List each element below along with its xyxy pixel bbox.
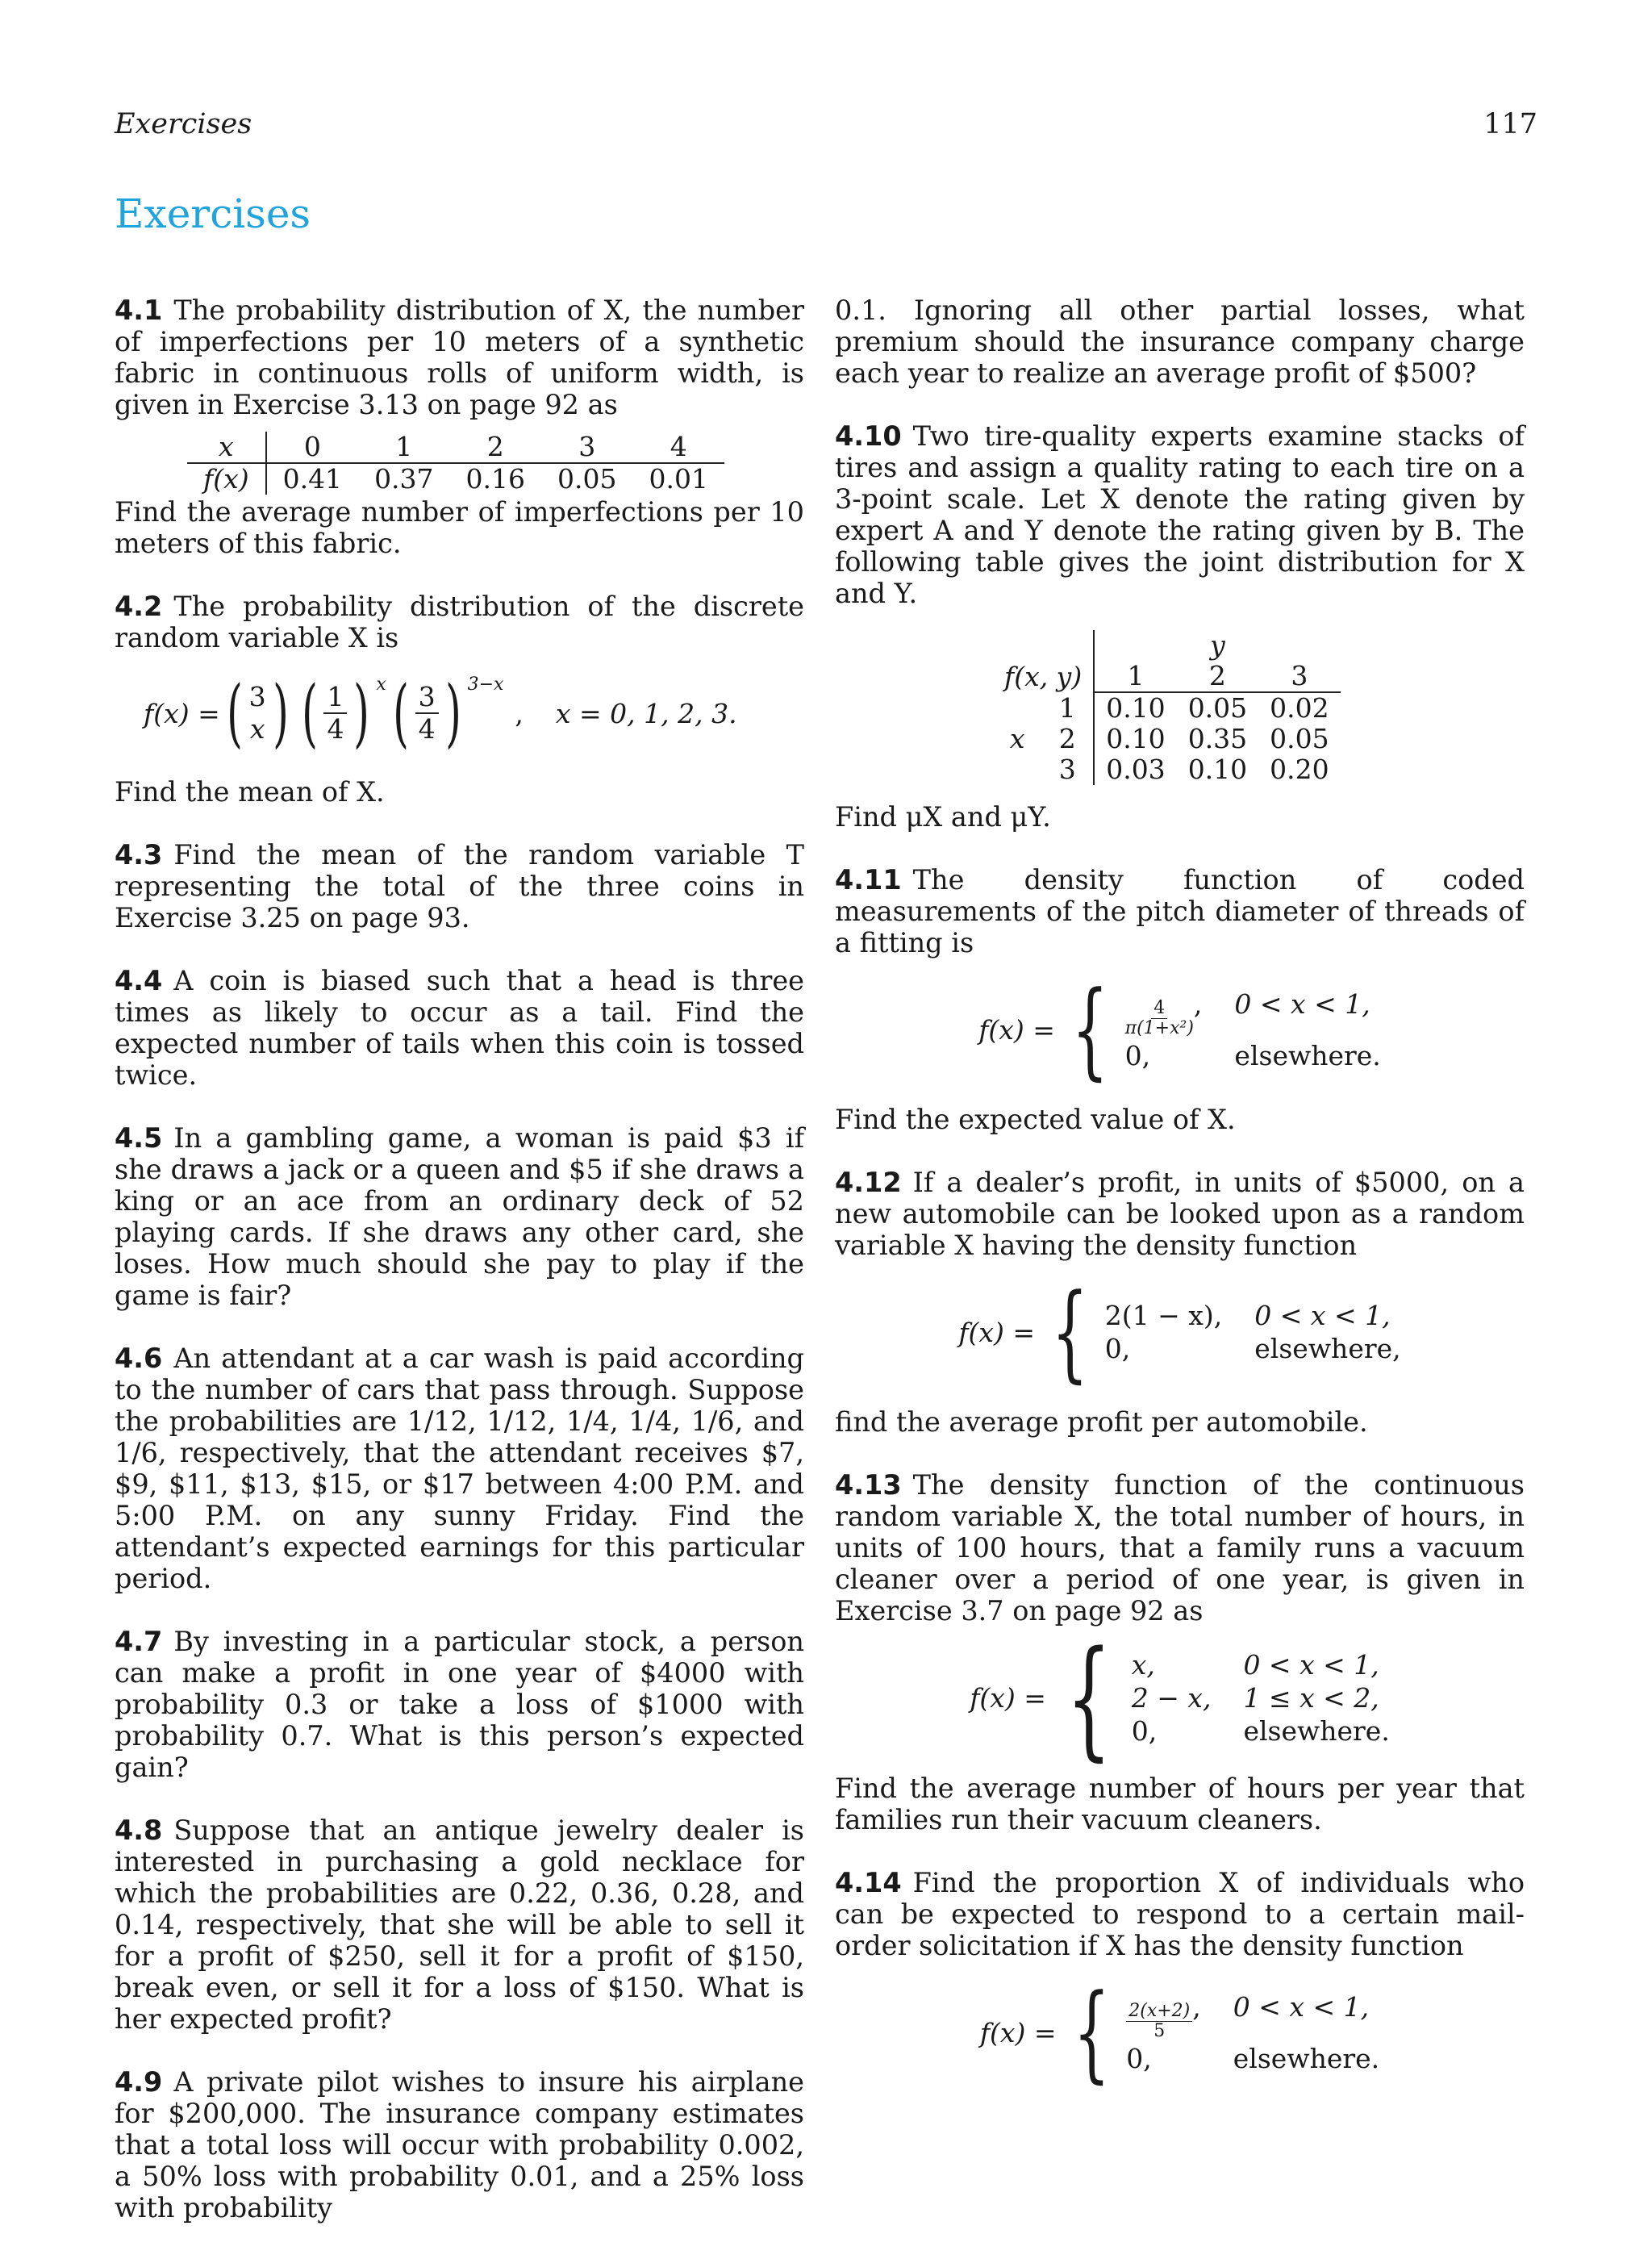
exercise-number: 4.1 xyxy=(115,294,163,326)
exercise-4-12 xyxy=(835,1167,1525,1438)
exercise-4-13 xyxy=(835,1469,1525,1835)
table-cell: 0.02 xyxy=(1270,692,1329,724)
running-head xyxy=(115,108,1537,148)
case-condition: 0 < x < 1, xyxy=(1234,988,1370,1020)
exercise-4-9 xyxy=(115,2066,804,2224)
table-cell: 0.37 xyxy=(374,463,434,495)
exercise-4-6 xyxy=(115,1343,804,1594)
table-cell: 4 xyxy=(633,432,724,463)
exercise-4-10 xyxy=(835,420,1525,833)
exercise-number: 4.2 xyxy=(115,591,163,622)
case-condition: elsewhere, xyxy=(1254,1333,1401,1364)
exercise-4-2 xyxy=(115,591,804,808)
table-row-label: f(x) xyxy=(187,463,266,495)
case-value: x, xyxy=(1131,1649,1155,1681)
table-cell: 1 xyxy=(358,432,449,463)
exponent: x xyxy=(376,674,386,695)
table-cell: 1 xyxy=(1041,692,1094,724)
frac-num: 1 xyxy=(323,682,347,714)
exponent: 3−x xyxy=(467,674,504,695)
table-cell: 2 xyxy=(450,432,541,463)
table-cell: 0.05 xyxy=(1187,692,1248,724)
exercise-followup: Find the mean of X. xyxy=(115,776,385,808)
distribution-table xyxy=(187,432,724,495)
density-formula: f(x) = { $\frac{2(x+2)}{5}$ , 0 < x < 1, 0, elsewhere. xyxy=(979,1971,1380,2094)
table-cell: 1 xyxy=(1094,661,1176,692)
case-condition: 0 < x < 1, xyxy=(1243,1649,1379,1681)
section-title: Exercises xyxy=(115,190,311,237)
exercise-followup: Find the average number of hours per year that families run their vacuum cleaners. xyxy=(835,1773,1525,1835)
left-column xyxy=(115,294,804,2255)
case-value: 0, xyxy=(1131,1715,1158,1747)
binomial-coefficient: ( 3 x ) xyxy=(226,670,289,756)
exercise-text: The probability distribution of X, the number of imperfections per 10 meters of a synthetic fabric in continuous rolls of uniform width, is given in Exercise 3.13 on page 92 as xyxy=(115,294,804,420)
case-condition: 1 ≤ x < 2, xyxy=(1243,1682,1379,1714)
case-value: 2 − x, xyxy=(1131,1682,1212,1714)
exercise-4-1 xyxy=(115,294,804,559)
exercise-text: The density function of the continuous random variable X, the total number of hours, in units of 100 hours, that a family runs a vacuum cleaner over a period of one year, is given in Exercise 3.7 on page 92 as xyxy=(835,1469,1525,1627)
exercise-number: 4.12 xyxy=(835,1167,902,1198)
table-cell: 2 xyxy=(1041,724,1094,754)
table-cell: 0.01 xyxy=(649,463,708,495)
table-cell: 0.35 xyxy=(1187,723,1248,754)
exercise-4-3 xyxy=(115,839,804,933)
formula-lhs: f(x) = xyxy=(978,1013,1055,1046)
exercise-number: 4.7 xyxy=(115,1626,163,1657)
table-cell: 0.10 xyxy=(1106,723,1166,754)
exercise-text: Find the mean of the random variable T representing the total of the three coins in Exercise 3.25 on page 93. xyxy=(115,839,804,933)
table-cell: 0.05 xyxy=(1270,723,1329,754)
exercise-number: 4.9 xyxy=(115,2066,163,2098)
table-cell: 0.20 xyxy=(1270,754,1329,785)
density-formula: f(x) = { x, 0 < x < 1, 2 − x, 1 ≤ x < 2, 0, elsewhere. xyxy=(970,1622,1390,1773)
exercise-4-11 xyxy=(835,864,1525,1135)
exercise-text: In a gambling game, a woman is paid $3 if she draws a jack or a queen and $5 if she draws a king or an ace from an ordinary deck of 52 playing cards. If she draws any other card, she loses. How much should she pay to play if the game is fair? xyxy=(115,1122,804,1311)
table-row-label: x xyxy=(187,432,266,463)
exercise-text: If a dealer’s profit, in units of $5000, on a new automobile can be looked upon as a random variable X having the density function xyxy=(835,1167,1525,1261)
table-corner-label: f(x, y) xyxy=(993,661,1094,692)
right-column xyxy=(835,294,1525,2112)
exercise-text: A coin is biased such that a head is three times as likely to occur as a tail. Find the expected number of tails when this coin is tossed twice. xyxy=(115,965,804,1091)
table-cell: 0.03 xyxy=(1106,754,1166,785)
joint-distribution-table xyxy=(993,630,1341,785)
density-formula: f(x) = { $\frac{4}{\text{π(1+x²)}}$ , 0 < x < 1, 0, elsewhere. xyxy=(978,968,1381,1091)
exercise-text: Suppose that an antique jewelry dealer is interested in purchasing a gold necklace for which the probabilities are 0.22, 0.36, 0.28, and 0.14, respectively, that she will be able to sell it for a profit of $250, sell it for a profit of $150, break even, or sell it for a loss of $150. What is her expected profit? xyxy=(115,1814,804,2035)
case-condition: elsewhere. xyxy=(1233,2042,1380,2074)
table-cell: 0.10 xyxy=(1106,692,1166,724)
running-title: Exercises xyxy=(115,108,252,140)
exercise-text: A private pilot wishes to insure his airplane for $200,000. The insurance company estimates that a total loss will occur with probability 0.002, a 50% loss with probability 0.01, and a 25% loss with probability xyxy=(115,2066,804,2224)
case-condition: elsewhere. xyxy=(1234,1039,1381,1071)
exercise-number: 4.10 xyxy=(835,420,902,452)
case-value: 0, xyxy=(1126,2042,1152,2074)
frac-num: 2(x+2) xyxy=(1126,2002,1192,2022)
case-value: 2(1 − x), xyxy=(1104,1300,1223,1331)
frac-num: 3 xyxy=(415,682,439,714)
exercise-followup: Find μX and μY. xyxy=(835,801,1051,833)
piecewise-cases xyxy=(1105,1300,1401,1364)
table-cell: 0.10 xyxy=(1187,754,1248,785)
piecewise-cases: $\frac{4}{\text{π(1+x²)}}$ , 0 < x < 1, 0, elsewhere. xyxy=(1124,988,1381,1071)
exercise-text: Find the proportion X of individuals who can be expected to respond to a certain mail-order solicitation if X has the density function xyxy=(835,1867,1525,1961)
exercise-number: 4.6 xyxy=(115,1343,163,1374)
exercise-followup: find the average profit per automobile. xyxy=(835,1406,1368,1438)
exercise-text: Two tire-quality experts examine stacks of tires and assign a quality rating to each tire on a 3-point scale. Let X denote the rating given by expert A and Y denote the rating given by B. The following table gives the joint distribution for X and Y. xyxy=(835,420,1525,609)
x-axis-label: x xyxy=(1009,723,1025,754)
exercise-text: By investing in a particular stock, a person can make a profit in one year of $4000 with probability 0.3 or take a loss of $1000 with probability 0.7. What is this person’s expected gain? xyxy=(115,1626,804,1783)
exercise-number: 4.5 xyxy=(115,1122,163,1154)
exercise-number: 4.3 xyxy=(115,839,163,871)
table-cell: 2 xyxy=(1177,661,1258,692)
exercise-text: The density function of coded measurements of the pitch diameter of threads of a fitting is xyxy=(835,864,1525,958)
case-condition: 0 < x < 1, xyxy=(1233,1990,1370,2023)
page-number: 117 xyxy=(1483,108,1537,140)
case-condition: elsewhere. xyxy=(1243,1715,1390,1747)
formula-lhs: f(x) = xyxy=(958,1316,1036,1348)
frac-num: 4 xyxy=(1151,999,1167,1019)
formula-comma: , xyxy=(515,697,524,729)
table-cell: 3 xyxy=(541,432,632,463)
piecewise-cases xyxy=(1132,1649,1390,1747)
binom-top: 3 xyxy=(248,681,266,712)
frac-den: 4 xyxy=(327,713,344,745)
density-formula: f(x) = { 2(1 − x), 0 < x < 1, 0, elsewhere, xyxy=(958,1271,1401,1393)
exercise-4-9-continued: 0.1. Ignoring all other partial losses, what premium should the insurance company charge each year to realize an average profit of $500? xyxy=(835,294,1525,389)
frac-den: π(1+x²) xyxy=(1124,1017,1194,1038)
frac-den: 5 xyxy=(1153,2020,1166,2041)
exercise-4-4 xyxy=(115,965,804,1091)
case-value: 0, xyxy=(1104,1333,1131,1364)
case-value: 0, xyxy=(1124,1039,1151,1071)
exercise-number: 4.13 xyxy=(835,1469,902,1501)
exercise-number: 4.4 xyxy=(115,965,163,996)
table-cell: 0.16 xyxy=(465,463,526,495)
table-cell: 3 xyxy=(1041,754,1094,785)
exercise-4-7 xyxy=(115,1626,804,1783)
binom-bottom: x xyxy=(249,713,265,745)
pmf-formula xyxy=(144,670,804,756)
exercise-number: 4.8 xyxy=(115,1814,163,1846)
table-cell: 0.41 xyxy=(282,463,343,495)
exercise-4-14 xyxy=(835,1867,1525,2094)
formula-domain: x = 0, 1, 2, 3. xyxy=(555,697,737,729)
fraction-term-2: ( $\frac{3}{4}$ ) 3−x xyxy=(392,670,504,756)
table-cell: 3 xyxy=(1258,661,1340,692)
frac-den: 4 xyxy=(418,713,436,745)
table-cell: 0 xyxy=(266,432,358,463)
exercise-followup: Find the expected value of X. xyxy=(835,1104,1236,1135)
formula-lhs: f(x) = xyxy=(979,2016,1057,2048)
piecewise-cases: $\frac{2(x+2)}{5}$ , 0 < x < 1, 0, elsewhere. xyxy=(1126,1990,1380,2074)
formula-lhs: f(x) = xyxy=(144,697,220,729)
exercise-number: 4.14 xyxy=(835,1867,902,1898)
fraction-term-1: ( $\frac{1}{4}$ ) x xyxy=(301,670,386,756)
exercise-4-5 xyxy=(115,1122,804,1311)
table-cell: 0.05 xyxy=(557,463,617,495)
case-condition: 0 < x < 1, xyxy=(1254,1300,1391,1331)
exercise-text: The probability distribution of the discrete random variable X is xyxy=(115,591,804,654)
exercise-followup: Find the average number of imperfections per 10 meters of this fabric. xyxy=(115,496,804,559)
exercise-number: 4.11 xyxy=(835,864,902,896)
formula-lhs: f(x) = xyxy=(970,1682,1046,1714)
y-axis-label: y xyxy=(1210,629,1225,661)
exercise-text: An attendant at a car wash is paid according to the number of cars that pass through. Suppose the probabilities are 1/12, 1/12, 1/4, 1/4, 1/6, and 1/6, respectively, that the attendant receives $7, $9, $11, $13, $15, or $17 between 4:00 P.M. and 5:00 P.M. on any sunny Friday. Find the attendant’s expected earnings for this particular period. xyxy=(115,1343,804,1594)
exercise-4-8 xyxy=(115,1814,804,2035)
